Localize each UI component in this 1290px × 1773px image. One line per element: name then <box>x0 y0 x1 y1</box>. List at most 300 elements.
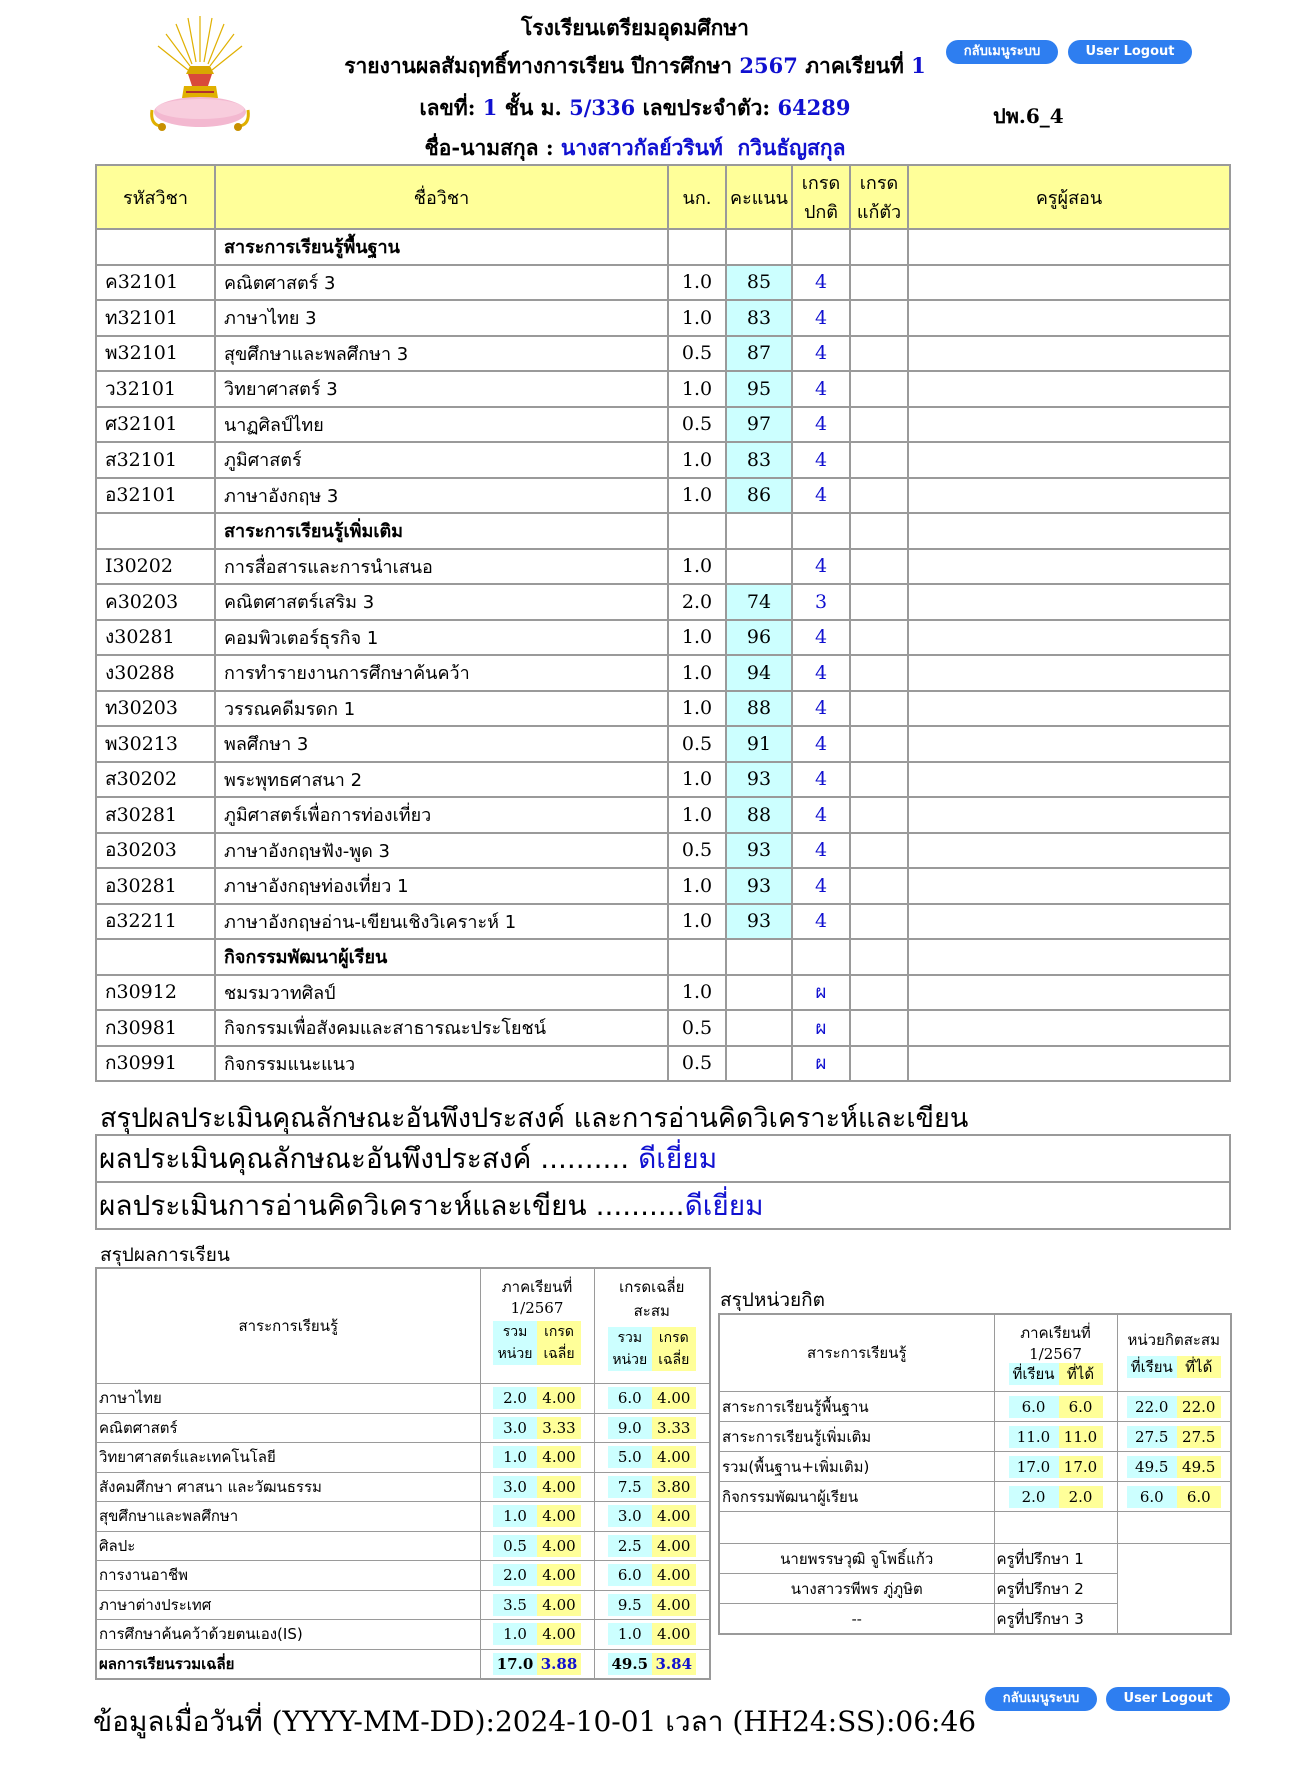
subject-teacher <box>908 620 1230 656</box>
subject-score: 96 <box>726 620 792 656</box>
summary-row-units: 7.5 <box>608 1476 652 1498</box>
credits-enrolled: 11.0 <box>1009 1426 1059 1448</box>
credits-enrolled: 6.0 <box>1127 1486 1177 1508</box>
summary-row-gpa: 3.80 <box>652 1476 696 1498</box>
subject-row <box>96 975 1230 1011</box>
advisor-name: นางสาวรพีพร ภู่ภูษิต <box>719 1574 994 1604</box>
subject-name: ภูมิศาสตร์เพื่อการท่องเที่ยว <box>215 797 668 833</box>
summary-row-gpa: 4.00 <box>537 1476 581 1498</box>
credits-row <box>719 1422 1231 1452</box>
advisor-role: ครูที่ปรึกษา 2 <box>994 1574 1117 1604</box>
subject-teacher <box>908 478 1230 514</box>
subject-code: ส32101 <box>96 442 215 478</box>
subject-grade: 4 <box>792 868 850 904</box>
subject-grade: 4 <box>792 691 850 727</box>
summary-row-subject: วิทยาศาสตร์และเทคโนโลยี <box>96 1443 480 1473</box>
credits-enrolled: 6.0 <box>1009 1396 1059 1418</box>
school-name: โรงเรียนเตรียมอุดมศึกษา <box>521 15 749 40</box>
subject-credit: 1.0 <box>668 442 726 478</box>
summary-term-units-head: รวม หน่วย <box>493 1321 537 1365</box>
subject-grade: 4 <box>792 300 850 336</box>
advisor-name: นายพรรษวุฒิ จูโพธิ์แก้ว <box>719 1544 994 1574</box>
subject-code: พ30213 <box>96 726 215 762</box>
subject-grade-fix <box>850 1010 908 1046</box>
credits-term <box>994 1452 1117 1482</box>
student-name-line <box>250 132 1020 165</box>
credits-cum-label: หน่วยกิตสะสม <box>1127 1331 1220 1349</box>
summary-row-subject: คณิตศาสตร์ <box>96 1413 480 1443</box>
report-prefix: รายงานผลสัมฤทธิ์ทางการเรียน ปีการศึกษา <box>344 53 733 78</box>
subject-grade-fix <box>850 691 908 727</box>
subject-score <box>726 549 792 585</box>
summary-row-term <box>480 1561 594 1591</box>
subject-row <box>96 371 1230 407</box>
summary-row-cumulative <box>594 1443 710 1473</box>
credits-term-value: 1/2567 <box>1029 1345 1082 1363</box>
subject-code: ค32101 <box>96 265 215 301</box>
section-credit-cell <box>668 229 726 265</box>
subject-grade: 4 <box>792 655 850 691</box>
credits-row <box>719 1392 1231 1422</box>
summary-row-term <box>480 1443 594 1473</box>
advisor-name: -- <box>719 1604 994 1635</box>
subject-name: ภาษาอังกฤษฟัง-พูด 3 <box>215 833 668 869</box>
credits-spacer-cell <box>719 1512 994 1544</box>
summary-row-term <box>480 1531 594 1561</box>
subject-grade: 4 <box>792 904 850 940</box>
credits-subject: สาระการเรียนรู้พื้นฐาน <box>719 1392 994 1422</box>
subject-row <box>96 300 1230 336</box>
credits-cumulative <box>1117 1452 1231 1482</box>
subject-row <box>96 584 1230 620</box>
subject-name: การทำรายงานการศึกษาค้นคว้า <box>215 655 668 691</box>
credits-col-term <box>994 1314 1117 1392</box>
subject-name: คอมพิวเตอร์ธุรกิจ 1 <box>215 620 668 656</box>
subject-credit: 1.0 <box>668 371 726 407</box>
subject-row <box>96 478 1230 514</box>
summary-col-subject: สาระการเรียนรู้ <box>96 1268 480 1384</box>
subject-score: 97 <box>726 407 792 443</box>
credits-cum-subheaders <box>1118 1356 1231 1378</box>
section-teacher-cell <box>908 513 1230 549</box>
subject-grade: 4 <box>792 371 850 407</box>
credits-title: สรุปหน่วยกิต <box>720 1289 826 1311</box>
header-grade-fix <box>850 165 908 229</box>
summary-row-subject: ภาษาต่างประเทศ <box>96 1590 480 1620</box>
subject-grade: ผ <box>792 975 850 1011</box>
subject-code: ส30281 <box>96 797 215 833</box>
subject-teacher <box>908 904 1230 940</box>
summary-term-value: 1/2567 <box>510 1299 564 1317</box>
summary-row-units: 3.0 <box>493 1417 537 1439</box>
section-fix-cell <box>850 513 908 549</box>
section-name: กิจกรรมพัฒนาผู้เรียน <box>215 939 668 975</box>
subject-code: อ30203 <box>96 833 215 869</box>
credits-earned: 6.0 <box>1059 1396 1103 1418</box>
subject-teacher <box>908 371 1230 407</box>
section-teacher-cell <box>908 939 1230 975</box>
grades-table <box>95 164 1231 1082</box>
subject-grade-fix <box>850 868 908 904</box>
summary-row-subject: การศึกษาค้นคว้าด้วยตนเอง(IS) <box>96 1620 480 1650</box>
summary-row-units: 1.0 <box>608 1623 652 1645</box>
summary-total-row-term <box>480 1649 594 1679</box>
section-row <box>96 513 1230 549</box>
student-no-label: เลขที่: <box>419 95 476 120</box>
header-teacher: ครูผู้สอน <box>908 165 1230 229</box>
header-score: คะแนน <box>726 165 792 229</box>
subject-grade-fix <box>850 549 908 585</box>
subject-row <box>96 762 1230 798</box>
grades-header-row <box>96 165 1230 229</box>
summary-total-row-units: 49.5 <box>608 1653 652 1675</box>
subject-grade-fix <box>850 620 908 656</box>
advisor-row <box>719 1544 1231 1574</box>
summary-row-cumulative <box>594 1561 710 1591</box>
subject-name: ชมรมวาทศิลป์ <box>215 975 668 1011</box>
subject-name: การสื่อสารและการนำเสนอ <box>215 549 668 585</box>
subject-teacher <box>908 549 1230 585</box>
subject-grade-fix <box>850 762 908 798</box>
subject-row <box>96 620 1230 656</box>
credits-term-subheaders <box>995 1363 1117 1385</box>
subject-grade: 4 <box>792 620 850 656</box>
header-grade-fix-1: เกรด <box>859 173 899 194</box>
summary-row-term <box>480 1620 594 1650</box>
subject-credit: 1.0 <box>668 868 726 904</box>
summary-row <box>96 1384 710 1414</box>
summary-row <box>96 1413 710 1443</box>
subject-credit: 0.5 <box>668 407 726 443</box>
credits-earned: 27.5 <box>1177 1426 1221 1448</box>
student-info-line <box>250 92 1020 125</box>
summary-row-gpa: 4.00 <box>652 1594 696 1616</box>
section-code-cell <box>96 229 215 265</box>
advisor-empty <box>1117 1574 1231 1604</box>
summary-row-cumulative <box>594 1590 710 1620</box>
subject-teacher <box>908 584 1230 620</box>
subject-grade-fix <box>850 655 908 691</box>
summary-row-gpa: 4.00 <box>652 1387 696 1409</box>
summary-row-term <box>480 1413 594 1443</box>
section-grade-cell <box>792 229 850 265</box>
evaluation-title: สรุปผลประเมินคุณลักษณะอันพึงประสงค์ และการอ่านคิดวิเคราะห์และเขียน <box>100 1103 969 1134</box>
header-code: รหัสวิชา <box>96 165 215 229</box>
header-grade-normal <box>792 165 850 229</box>
subject-row <box>96 797 1230 833</box>
subject-teacher <box>908 300 1230 336</box>
subject-name: กิจกรรมแนะแนว <box>215 1046 668 1082</box>
credits-term <box>994 1482 1117 1512</box>
summary-row <box>96 1590 710 1620</box>
summary-col-cumulative <box>594 1268 710 1384</box>
subject-code: ง30288 <box>96 655 215 691</box>
advisor-row <box>719 1574 1231 1604</box>
summary-row-term <box>480 1472 594 1502</box>
advisor-role: ครูที่ปรึกษา 1 <box>994 1544 1117 1574</box>
subject-code: ค30203 <box>96 584 215 620</box>
credits-cumulative <box>1117 1392 1231 1422</box>
summary-total-row <box>96 1649 710 1679</box>
student-no: 1 <box>482 95 498 120</box>
subject-row <box>96 655 1230 691</box>
school-logo <box>148 14 252 134</box>
summary-row <box>96 1502 710 1532</box>
subject-teacher <box>908 1010 1230 1046</box>
characteristic-result: ดีเยี่ยม <box>638 1142 718 1175</box>
summary-row-units: 0.5 <box>493 1535 537 1557</box>
semester-number: 1 <box>911 53 926 78</box>
subject-score <box>726 1046 792 1082</box>
summary-row-cumulative <box>594 1620 710 1650</box>
subject-grade-fix <box>850 975 908 1011</box>
subject-credit: 1.0 <box>668 655 726 691</box>
subject-name: ภูมิศาสตร์ <box>215 442 668 478</box>
summary-row-gpa: 4.00 <box>537 1623 581 1645</box>
credits-term <box>994 1422 1117 1452</box>
credits-subject: กิจกรรมพัฒนาผู้เรียน <box>719 1482 994 1512</box>
subject-row <box>96 442 1230 478</box>
summary-cum-label-2: สะสม <box>633 1302 670 1320</box>
characteristic-label: ผลประเมินคุณลักษณะอันพึงประสงค์ .......... <box>99 1142 630 1175</box>
summary-row <box>96 1472 710 1502</box>
summary-title: สรุปผลการเรียน <box>100 1244 230 1266</box>
summary-total-row-units: 17.0 <box>493 1653 537 1675</box>
subject-teacher <box>908 1046 1230 1082</box>
credits-term-earned-head: ที่ได้ <box>1059 1363 1103 1385</box>
summary-row <box>96 1561 710 1591</box>
summary-row-gpa: 4.00 <box>652 1535 696 1557</box>
subject-credit: 0.5 <box>668 726 726 762</box>
subject-name: นาฏศิลป์ไทย <box>215 407 668 443</box>
subject-grade-fix <box>850 265 908 301</box>
summary-row-units: 6.0 <box>608 1564 652 1586</box>
subject-teacher <box>908 655 1230 691</box>
credits-spacer-cell <box>1117 1512 1231 1544</box>
subject-code: อ30281 <box>96 868 215 904</box>
menu-button-top[interactable]: กลับเมนูระบบ <box>946 40 1058 64</box>
credits-earned: 6.0 <box>1177 1486 1221 1508</box>
summary-total-row-cumulative <box>594 1649 710 1679</box>
summary-row-gpa: 3.33 <box>652 1417 696 1439</box>
subject-row <box>96 407 1230 443</box>
subject-credit: 1.0 <box>668 975 726 1011</box>
subject-credit: 1.0 <box>668 549 726 585</box>
summary-row-gpa: 4.00 <box>537 1387 581 1409</box>
subject-name: ภาษาอังกฤษอ่าน-เขียนเชิงวิเคราะห์ 1 <box>215 904 668 940</box>
reading-result: ดีเยี่ยม <box>684 1189 764 1222</box>
summary-row-units: 1.0 <box>493 1446 537 1468</box>
subject-code: ศ32101 <box>96 407 215 443</box>
summary-cum-subheaders <box>595 1327 710 1371</box>
credits-spacer-cell <box>994 1512 1117 1544</box>
form-code: ปพ.6_4 <box>993 104 1064 128</box>
section-teacher-cell <box>908 229 1230 265</box>
report-title <box>250 50 1020 83</box>
credits-cum-enrolled-head: ที่เรียน <box>1127 1356 1177 1378</box>
section-score-cell <box>726 939 792 975</box>
subject-row <box>96 265 1230 301</box>
subject-score <box>726 1010 792 1046</box>
summary-term-subheaders <box>481 1321 594 1365</box>
subject-grade: 4 <box>792 265 850 301</box>
characteristic-evaluation <box>97 1136 1229 1181</box>
section-fix-cell <box>850 229 908 265</box>
subject-teacher <box>908 975 1230 1011</box>
subject-grade-fix <box>850 407 908 443</box>
subject-credit: 1.0 <box>668 300 726 336</box>
summary-row-gpa: 4.00 <box>537 1594 581 1616</box>
section-grade-cell <box>792 939 850 975</box>
menu-button-bottom[interactable]: กลับเมนูระบบ <box>985 1687 1097 1711</box>
subject-score: 83 <box>726 442 792 478</box>
summary-row-units: 2.0 <box>493 1387 537 1409</box>
subject-name: พลศึกษา 3 <box>215 726 668 762</box>
subject-score: 85 <box>726 265 792 301</box>
section-row <box>96 229 1230 265</box>
section-code-cell <box>96 513 215 549</box>
subject-score: 93 <box>726 833 792 869</box>
subject-credit: 0.5 <box>668 1010 726 1046</box>
summary-total-row-gpa: 3.88 <box>537 1653 581 1675</box>
summary-total-row-gpa: 3.84 <box>652 1653 696 1675</box>
subject-score: 91 <box>726 726 792 762</box>
summary-row-units: 3.5 <box>493 1594 537 1616</box>
subject-code: ก30912 <box>96 975 215 1011</box>
subject-grade: 4 <box>792 833 850 869</box>
credits-cumulative <box>1117 1482 1231 1512</box>
subject-score <box>726 975 792 1011</box>
subject-grade-fix <box>850 584 908 620</box>
advisor-empty <box>1117 1544 1231 1574</box>
credits-col-subject: สาระการเรียนรู้ <box>719 1314 994 1392</box>
summary-row-cumulative <box>594 1531 710 1561</box>
subject-name: วิทยาศาสตร์ 3 <box>215 371 668 407</box>
logout-button-bottom[interactable]: User Logout <box>1106 1687 1230 1711</box>
subject-grade: 4 <box>792 407 850 443</box>
credits-term-enrolled-head: ที่เรียน <box>1009 1363 1059 1385</box>
subject-grade: 4 <box>792 762 850 798</box>
subject-grade-fix <box>850 300 908 336</box>
subject-grade: 4 <box>792 478 850 514</box>
header-grade-normal-2: ปกติ <box>803 202 838 223</box>
subject-score: 94 <box>726 655 792 691</box>
summary-row-gpa: 4.00 <box>537 1446 581 1468</box>
subject-code: อ32211 <box>96 904 215 940</box>
summary-row-subject: สุขศึกษาและพลศึกษา <box>96 1502 480 1532</box>
subject-teacher <box>908 797 1230 833</box>
subject-grade: 4 <box>792 549 850 585</box>
subject-grade-fix <box>850 1046 908 1082</box>
summary-row-units: 9.0 <box>608 1417 652 1439</box>
summary-row-term <box>480 1384 594 1414</box>
subject-name: คณิตศาสตร์ 3 <box>215 265 668 301</box>
subject-score: 86 <box>726 478 792 514</box>
summary-row-subject: ศิลปะ <box>96 1531 480 1561</box>
subject-row <box>96 1010 1230 1046</box>
semester-label: ภาคเรียนที่ <box>805 53 904 78</box>
subject-grade-fix <box>850 833 908 869</box>
subject-credit: 1.0 <box>668 797 726 833</box>
summary-row-cumulative <box>594 1472 710 1502</box>
section-name: สาระการเรียนรู้เพิ่มเติม <box>215 513 668 549</box>
header-credit: นก. <box>668 165 726 229</box>
data-timestamp: ข้อมูลเมื่อวันที่ (YYYY-MM-DD):2024-10-01 เวลา (HH24:SS):06:46 <box>93 1705 977 1738</box>
summary-table <box>95 1267 711 1680</box>
subject-credit: 1.0 <box>668 478 726 514</box>
subject-credit: 1.0 <box>668 762 726 798</box>
credits-enrolled: 22.0 <box>1127 1396 1177 1418</box>
subject-row <box>96 1046 1230 1082</box>
subject-grade-fix <box>850 371 908 407</box>
section-row <box>96 939 1230 975</box>
subject-score: 93 <box>726 868 792 904</box>
summary-row-term <box>480 1502 594 1532</box>
summary-row-units: 2.5 <box>608 1535 652 1557</box>
subject-name: กิจกรรมเพื่อสังคมและสาธารณะประโยชน์ <box>215 1010 668 1046</box>
class-value: 5/336 <box>569 95 636 120</box>
subject-credit: 1.0 <box>668 691 726 727</box>
credits-cumulative <box>1117 1422 1231 1452</box>
summary-row-units: 6.0 <box>608 1387 652 1409</box>
summary-row-gpa: 4.00 <box>537 1505 581 1527</box>
evaluation-box <box>95 1134 1231 1230</box>
subject-score: 88 <box>726 797 792 833</box>
subject-grade: ผ <box>792 1010 850 1046</box>
subject-grade-fix <box>850 904 908 940</box>
subject-name: สุขศึกษาและพลศึกษา 3 <box>215 336 668 372</box>
subject-code: พ32101 <box>96 336 215 372</box>
summary-row-gpa: 3.33 <box>537 1417 581 1439</box>
logout-button-top[interactable]: User Logout <box>1068 40 1192 64</box>
subject-grade-fix <box>850 478 908 514</box>
credits-spacer-row <box>719 1512 1231 1544</box>
subject-name: ภาษาอังกฤษ 3 <box>215 478 668 514</box>
summary-row-units: 2.0 <box>493 1564 537 1586</box>
reading-label: ผลประเมินการอ่านคิดวิเคราะห์และเขียน .......... <box>99 1189 685 1222</box>
subject-teacher <box>908 762 1230 798</box>
subject-teacher <box>908 726 1230 762</box>
subject-code: ก30991 <box>96 1046 215 1082</box>
subject-teacher <box>908 442 1230 478</box>
subject-row <box>96 726 1230 762</box>
credits-cum-earned-head: ที่ได้ <box>1177 1356 1221 1378</box>
summary-row-subject: สังคมศึกษา ศาสนา และวัฒนธรรม <box>96 1472 480 1502</box>
subject-grade-fix <box>850 442 908 478</box>
subject-row <box>96 868 1230 904</box>
summary-row-units: 3.0 <box>608 1505 652 1527</box>
summary-row-subject: การงานอาชีพ <box>96 1561 480 1591</box>
section-credit-cell <box>668 939 726 975</box>
summary-term-label: ภาคเรียนที่ <box>501 1278 573 1296</box>
subject-teacher <box>908 407 1230 443</box>
subject-name: ภาษาอังกฤษท่องเที่ยว 1 <box>215 868 668 904</box>
class-label: ชั้น ม. <box>504 95 562 120</box>
subject-grade-fix <box>850 726 908 762</box>
subject-row <box>96 336 1230 372</box>
subject-row <box>96 549 1230 585</box>
academic-year: 2567 <box>739 53 798 78</box>
summary-term-gpa-head: เกรด เฉลี่ย <box>537 1321 581 1365</box>
subject-code: ท30203 <box>96 691 215 727</box>
summary-row <box>96 1531 710 1561</box>
section-fix-cell <box>850 939 908 975</box>
subject-grade: 3 <box>792 584 850 620</box>
subject-teacher <box>908 868 1230 904</box>
subject-credit: 1.0 <box>668 265 726 301</box>
subject-grade: 4 <box>792 336 850 372</box>
summary-row-cumulative <box>594 1502 710 1532</box>
